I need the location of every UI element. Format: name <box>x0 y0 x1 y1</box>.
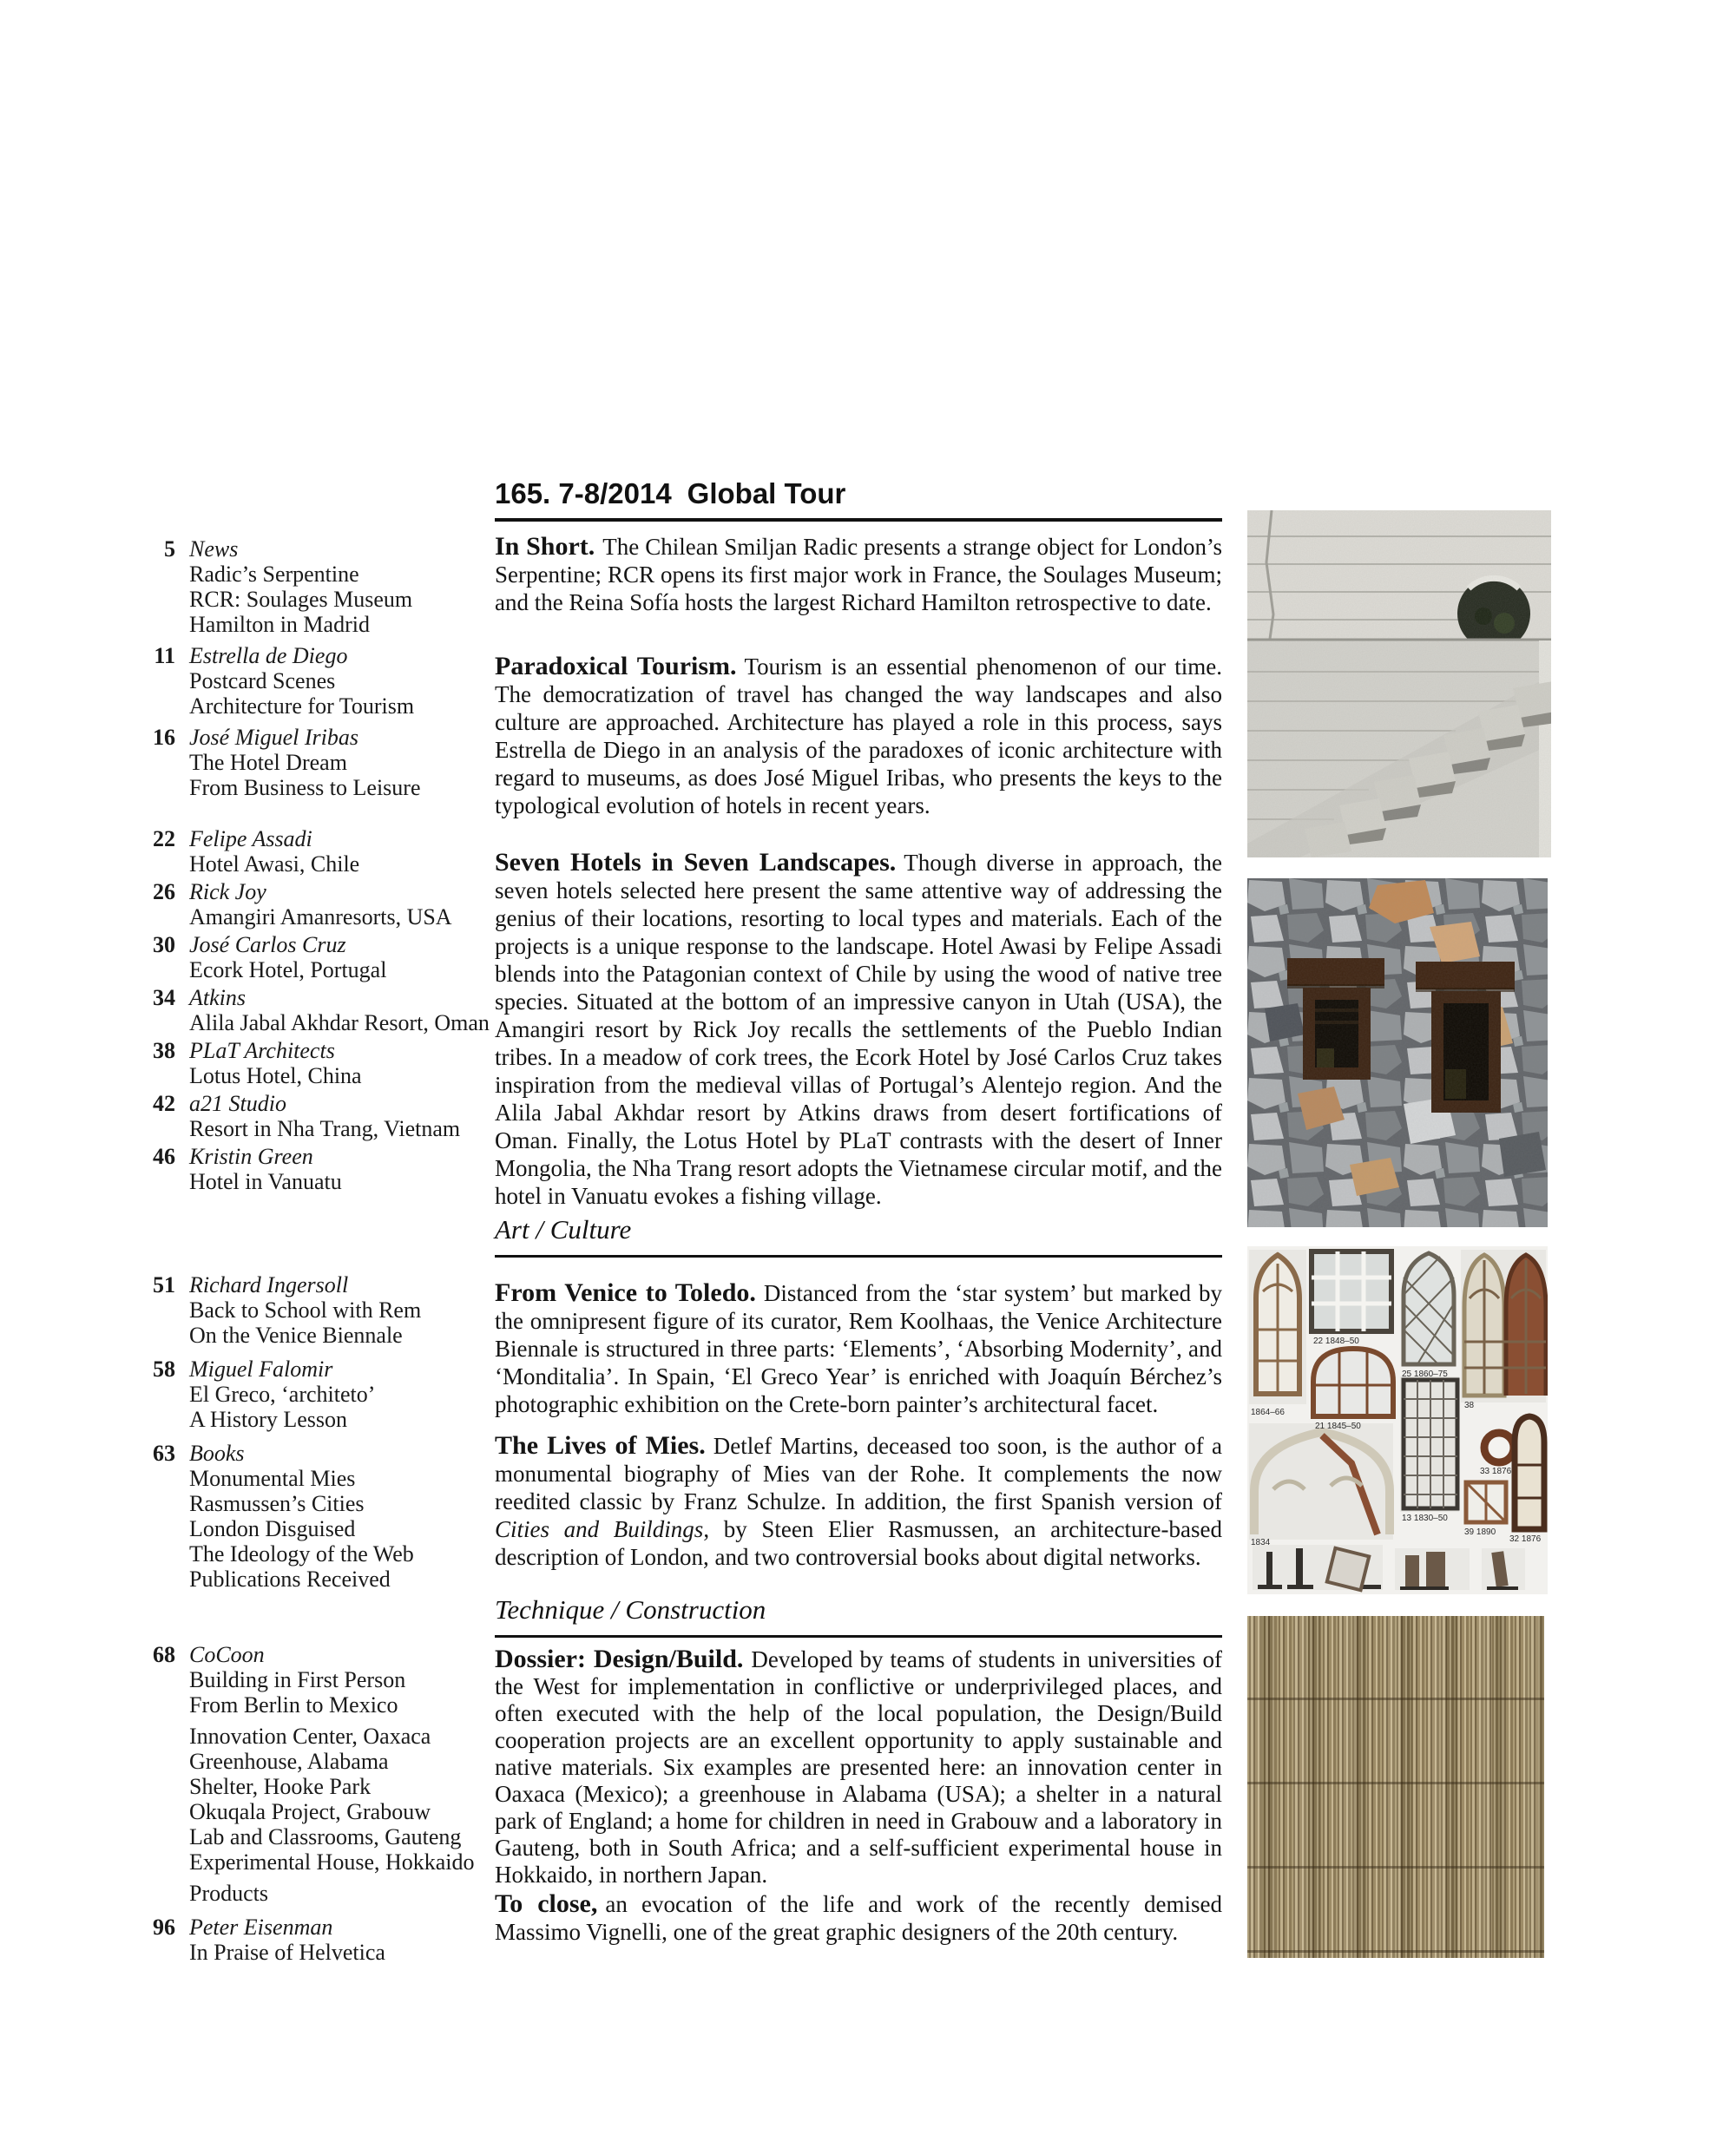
paragraph-text: Detlef Martins, deceased too soon, is the author of a monumental biography of Mies van der Rohe. It complements the now reedited classic by Franz Schulze. In addition, the first Spanish version of <box>495 1433 1222 1514</box>
catalog-label: 13 1830–50 <box>1402 1514 1448 1523</box>
toc-entry-lines <box>189 826 514 877</box>
toc-line: Shelter, Hooke Park <box>189 1774 372 1799</box>
toc-line: Lotus Hotel, China <box>189 1063 362 1088</box>
catalog-label: 1864–66 <box>1251 1408 1285 1417</box>
toc-author: Peter Eisenman <box>189 1915 333 1940</box>
toc-author: News <box>189 536 239 562</box>
issue-number: 165. 7-8/2014 <box>495 477 672 509</box>
catalog-label: 33 1876 <box>1480 1467 1512 1476</box>
masthead <box>495 477 1222 522</box>
concrete-wall-illustration <box>1247 510 1551 857</box>
arch-top-window <box>1313 1349 1393 1416</box>
toc-author: José Carlos Cruz <box>189 932 346 957</box>
toc-line: Postcard Scenes <box>189 668 336 693</box>
sash-grid-window <box>1312 1251 1391 1331</box>
toc-line: The Hotel Dream <box>189 750 347 775</box>
photo-window-collage <box>1247 1246 1548 1594</box>
paragraph-lead: The Lives of Mies. <box>495 1431 706 1460</box>
toc-group-hotels <box>130 826 514 1197</box>
toc-line: Ecork Hotel, Portugal <box>189 957 387 982</box>
arched-sash-fragment <box>1515 1416 1544 1529</box>
toc-entry-lines <box>189 1642 514 1906</box>
toc-group-front <box>130 536 514 806</box>
toc-line: On the Venice Biennale <box>189 1323 403 1348</box>
toc-entry <box>130 1144 514 1194</box>
toc-line: Architecture for Tourism <box>189 693 415 719</box>
paragraph-text: Distanced from the ‘star system’ but marked by the omnipresent figure of its curator, Rem Koolhaas, the Venice Architecture Biennale is structured in three parts: ‘Elements’, ‘Absorbing Modernity’, and ‘Monditalia’. In Spain, ‘El Greco Year’ is enriched with Joaquín Bérchez’s photographic exhibition on the Crete-born painter’s architectural facet. <box>495 1280 1222 1417</box>
toc-page-number: 63 <box>153 1441 175 1466</box>
paragraph-text: The Chilean Smiljan Radic presents a strange object for London’s Serpentine; RCR opens its first major work in France, the Soulages Museum; and the Reina Sofía hosts the largest Richard Hamilton retrospective to date. <box>495 534 1222 615</box>
toc-page-number: 26 <box>153 879 175 904</box>
paragraph-lead: To close, <box>495 1889 598 1918</box>
toc-entry <box>130 1272 514 1348</box>
stone-wall-illustration <box>1247 878 1548 1227</box>
toc-page-number: 58 <box>153 1356 175 1382</box>
photo-reed-thatch <box>1247 1616 1544 1958</box>
gothic-lancet-window <box>1256 1255 1299 1394</box>
toc-author: Miguel Falomir <box>189 1356 333 1382</box>
toc-entry <box>130 932 514 982</box>
toc-line: Hotel in Vanuatu <box>189 1169 342 1194</box>
toc-line: Back to School with Rem <box>189 1297 422 1323</box>
paragraph-lead: Dossier: Design/Build. <box>495 1645 744 1673</box>
toc-entry <box>130 536 514 637</box>
toc-entry-lines <box>189 1144 514 1194</box>
toc-author: José Miguel Iribas <box>189 725 358 750</box>
toc-page-number: 11 <box>154 643 175 668</box>
paragraph-text: Though diverse in approach, the seven hotels selected here present the same attentive way of addressing the genius of their locations, resorting to local types and materials. Each of the projects is a unique response to the landscape. Hotel Awasi by Felipe Assadi blends into the Patagonian context of Chile by using the wood of native tree species. Situated at the bottom of an impressive canyon in Utah (USA), the Amangiri resort by Rick Joy recalls the settlements of the Pueblo Indian tribes. In a meadow of cork trees, the Ecork Hotel by José Carlos Cruz takes inspiration from the medieval villas of Portugal’s Alentejo region. And the Alila Jabal Akhdar resort by Atkins draws from desert fortifications of Oman. Finally, the Lotus Hotel by PLaT contrasts with the desert of Inner Mongolia, the Nha Trang resort adopts the Vietnamese circular motif, and the hotel in Vanuatu evokes a fishing village. <box>495 850 1223 1209</box>
toc-author: Rick Joy <box>189 879 266 904</box>
toc-entry-lines <box>189 1038 514 1088</box>
toc-entry-lines <box>189 643 514 719</box>
toc-entry-lines <box>189 932 514 982</box>
toc-entry <box>130 643 514 719</box>
toc-sublines <box>189 1724 514 1875</box>
paragraph-seven-hotels <box>495 849 1222 1210</box>
photo-concrete-wall <box>1247 510 1551 857</box>
toc-page-number: 30 <box>153 932 175 957</box>
toc-line: London Disguised <box>189 1516 356 1541</box>
paragraph-lead: Paradoxical Tourism. <box>495 652 737 680</box>
toc-group-technique <box>130 1642 514 1974</box>
toc-page-number: 46 <box>153 1144 175 1169</box>
toc-page-number: 96 <box>153 1915 175 1940</box>
toc-entry <box>130 1356 514 1432</box>
paragraph-text: , by Steen Elier Rasmussen, an architecture-based description of London, and two controversial books about digital networks. <box>495 1516 1223 1570</box>
toc-line: A History Lesson <box>189 1407 347 1432</box>
toc-author: Kristin Green <box>189 1144 313 1169</box>
paragraph-text: Developed by teams of students in universities of the West for implementation in conflictive or underprivileged places, and often executed with the help of the local population, the Design/Build cooperation projects are an excellent opportunity to apply sustainable and native materials. Six examples are presented here: an innovation center in Oaxaca (Mexico); a greenhouse in Alabama (USA); a shelter in a natural park of England; a home for children in need in Grabouw and a laboratory in Gauteng, both in South Africa; and a self-sufficient experimental house in Hokkaido, in northern Japan. <box>495 1646 1222 1888</box>
toc-entry <box>130 826 514 877</box>
toc-entry <box>130 1915 514 1965</box>
toc-line: Hamilton in Madrid <box>189 612 370 637</box>
toc-author: Books <box>189 1441 245 1466</box>
toc-page-number: 16 <box>153 725 175 750</box>
toc-author: Felipe Assadi <box>189 826 312 851</box>
toc-page-number: 42 <box>153 1091 175 1116</box>
toc-line: Okuqala Project, Grabouw <box>189 1799 431 1824</box>
section-divider-art-culture: Art / Culture <box>495 1215 1222 1258</box>
toc-line: Amangiri Amanresorts, USA <box>189 904 452 929</box>
toc-entry <box>130 879 514 929</box>
paragraph-to-close <box>495 1890 1222 1946</box>
paragraph-text: an evocation of the life and work of the recently demised Massimo Vignelli, one of the great graphic designers of the 20th century. <box>495 1891 1222 1945</box>
toc-line: Experimental House, Hokkaido <box>189 1849 475 1875</box>
toc-line: Innovation Center, Oaxaca <box>189 1724 431 1749</box>
toc-entry-lines <box>189 985 514 1035</box>
toc-page-number: 5 <box>164 536 175 562</box>
toc-entry-lines <box>189 725 514 800</box>
toc-line: Greenhouse, Alabama <box>189 1749 389 1774</box>
oculus-frame <box>1484 1433 1514 1462</box>
paragraph-lead: In Short. <box>495 532 595 561</box>
catalog-label: 38 <box>1464 1401 1475 1410</box>
toc-line: Hotel Awasi, Chile <box>189 851 360 877</box>
toc-entry <box>130 1038 514 1088</box>
toc-line: Building in First Person <box>189 1667 406 1692</box>
paragraph-dossier-design-build <box>495 1645 1222 1889</box>
paragraph-in-short <box>495 533 1222 616</box>
paragraph-paradoxical-tourism <box>495 653 1222 819</box>
catalog-label: 21 1845–50 <box>1315 1422 1361 1431</box>
toc-line: The Ideology of the Web <box>189 1541 414 1567</box>
toc-entry-lines <box>189 1272 514 1348</box>
section-divider-technique-construction: Technique / Construction <box>495 1595 1222 1638</box>
paragraph-venice-toledo <box>495 1279 1222 1418</box>
toc-line: Rasmussen’s Cities <box>189 1491 365 1516</box>
paragraph-lives-of-mies <box>495 1432 1222 1571</box>
toc-entry <box>130 985 514 1035</box>
book-title-italic: Cities and Buildings <box>495 1516 704 1542</box>
toc-page-number: 34 <box>153 985 175 1010</box>
toc-line: Alila Jabal Akhdar Resort, Oman <box>189 1010 490 1035</box>
toc-line: From Business to Leisure <box>189 775 421 800</box>
toc-line: In Praise of Helvetica <box>189 1940 385 1965</box>
diamond-lattice-window <box>1404 1253 1454 1364</box>
toc-page-number: 51 <box>153 1272 175 1297</box>
toc-group-art <box>130 1272 514 1600</box>
catalog-label: 32 1876 <box>1509 1534 1542 1544</box>
toc-entry <box>130 1642 514 1906</box>
catalog-label: 22 1848–50 <box>1313 1337 1359 1346</box>
toc-author: Estrella de Diego <box>189 643 348 668</box>
toc-entry-lines <box>189 1091 514 1141</box>
catalog-label: 1834 <box>1251 1538 1271 1547</box>
toc-line: El Greco, ‘architeto’ <box>189 1382 376 1407</box>
toc-line: Monumental Mies <box>189 1466 356 1491</box>
toc-author: a21 Studio <box>189 1091 286 1116</box>
toc-page-number: 38 <box>153 1038 175 1063</box>
toc-line: From Berlin to Mexico <box>189 1692 398 1718</box>
toc-entry <box>130 1441 514 1592</box>
toc-line: Lab and Classrooms, Gauteng <box>189 1824 462 1849</box>
toc-line: RCR: Soulages Museum <box>189 587 413 612</box>
paragraph-lead: From Venice to Toledo. <box>495 1278 756 1307</box>
toc-entry <box>130 725 514 800</box>
toc-entry-lines <box>189 879 514 929</box>
paragraph-text: Tourism is an essential phenomenon of our time. The democratization of travel has changed the way landscapes and also culture are approached. Architecture has played a role in this process, says Estrella de Diego in an analysis of the paradoxes of iconic architecture with regard to museums, as does José Miguel Iribas, who presents the keys to the typological evolution of hotels in recent years. <box>495 654 1223 818</box>
photo-stone-wall <box>1247 878 1548 1227</box>
toc-entry-lines <box>189 536 514 637</box>
toc-author: Richard Ingersoll <box>189 1272 349 1297</box>
window-collage-illustration <box>1247 1246 1548 1594</box>
toc-line: Resort in Nha Trang, Vietnam <box>189 1116 461 1141</box>
leaded-panel <box>1404 1380 1457 1508</box>
catalog-label: 39 1890 <box>1464 1527 1496 1537</box>
toc-author: CoCoon <box>189 1642 265 1667</box>
toc-line: Publications Received <box>189 1567 391 1592</box>
toc-author: PLaT Architects <box>189 1038 335 1063</box>
toc-line: Radic’s Serpentine <box>189 562 359 587</box>
toc-entry <box>130 1091 514 1141</box>
catalog-label: 25 1860–75 <box>1402 1370 1448 1379</box>
page-title: Global Tour <box>687 477 846 509</box>
toc-entry-lines <box>189 1441 514 1592</box>
toc-page-number: 68 <box>153 1642 175 1667</box>
toc-page-number: 22 <box>153 826 175 851</box>
toc-entry-lines <box>189 1915 514 1965</box>
toc-entry-lines <box>189 1356 514 1432</box>
small-sash-fragment <box>1466 1482 1506 1522</box>
paragraph-lead: Seven Hotels in Seven Landscapes. <box>495 848 897 877</box>
toc-line: Products <box>189 1881 268 1906</box>
toc-author: Atkins <box>189 985 246 1010</box>
